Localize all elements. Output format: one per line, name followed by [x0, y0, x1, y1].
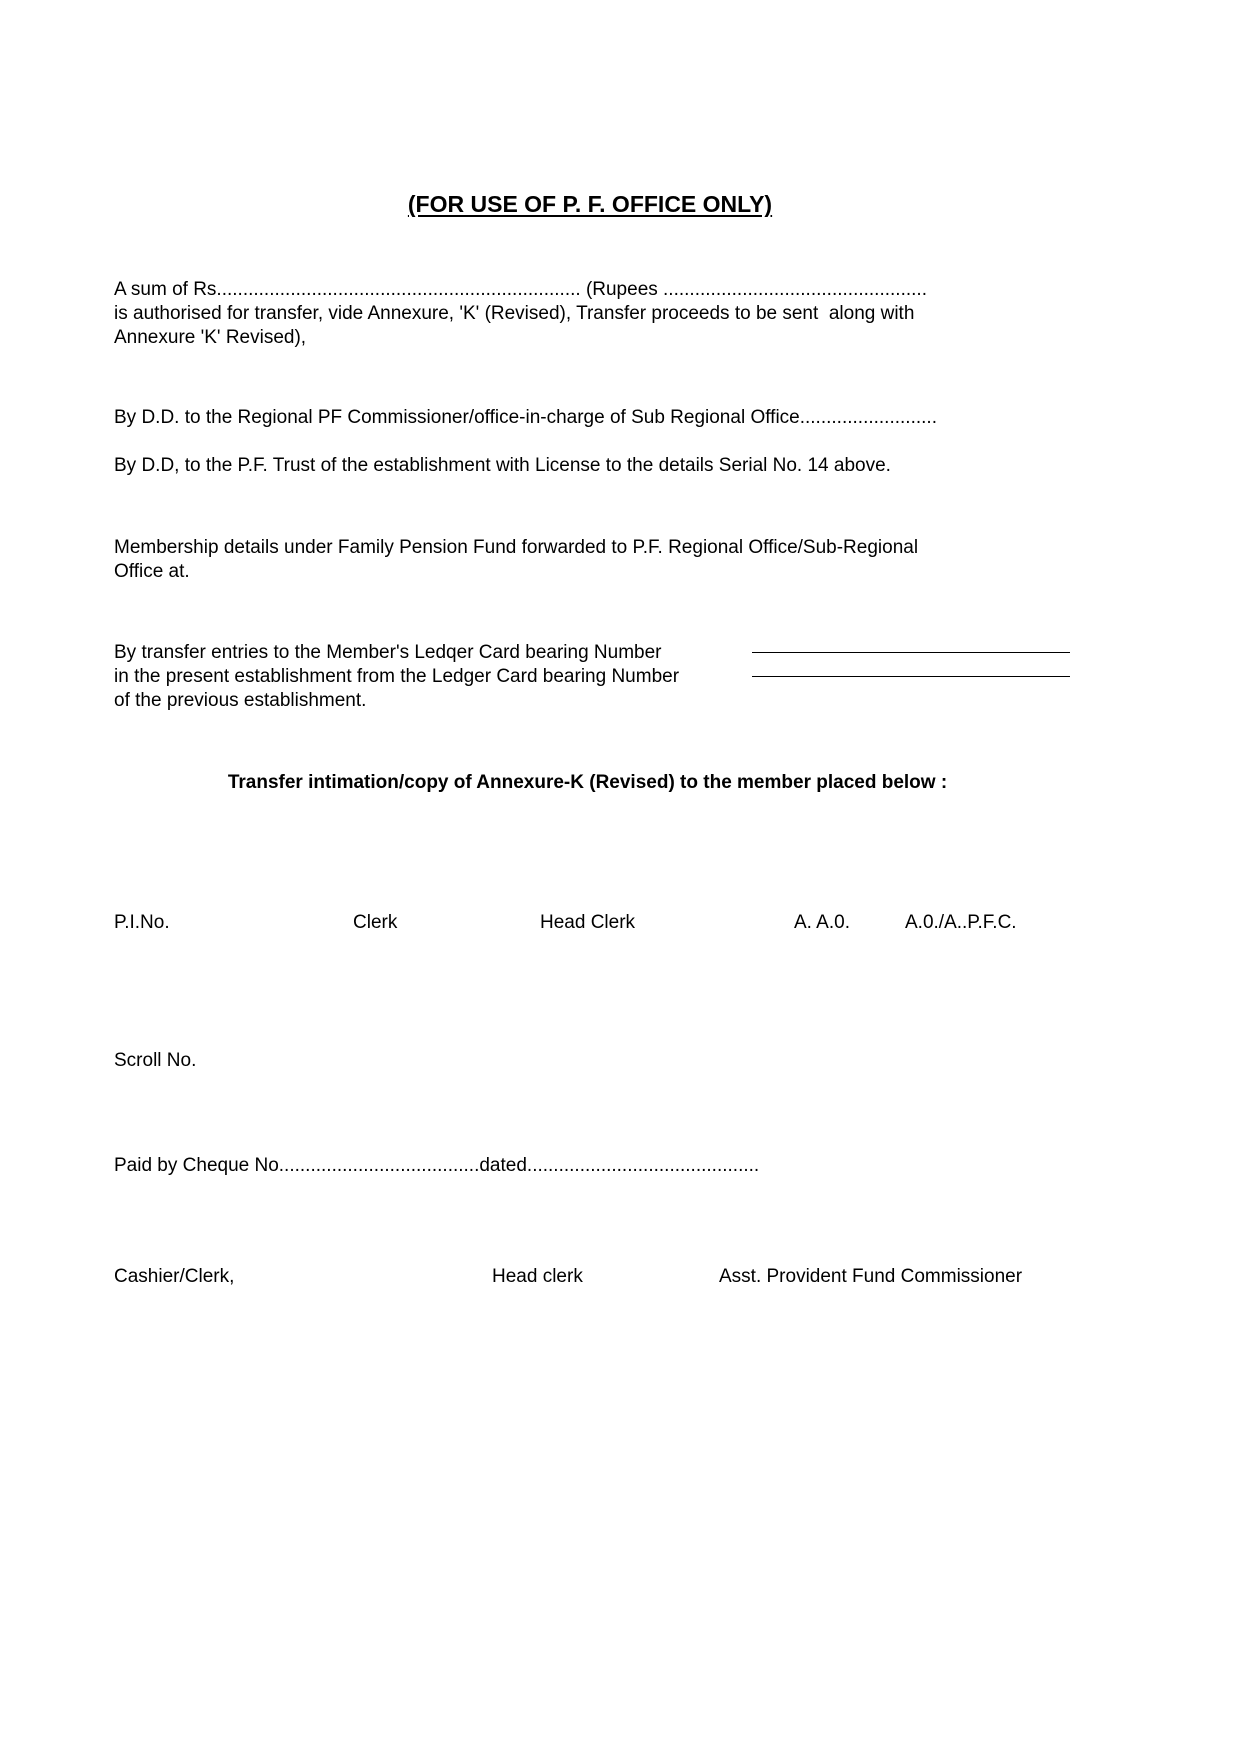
pi-no-label: P.I.No. [114, 912, 170, 933]
scroll-no-label: Scroll No. [114, 1050, 197, 1071]
membership-line-1: Membership details under Family Pension Fund forwarded to P.F. Regional Office/Sub-Regional [114, 537, 919, 558]
ledger-number-previous-line [752, 676, 1070, 677]
cashier-clerk-label: Cashier/Clerk, [114, 1266, 235, 1287]
ao-apfc-label: A.0./A..P.F.C. [905, 912, 1017, 933]
sum-line-1: A sum of Rs..................................................................... (Rupees .................................................. [114, 279, 927, 300]
ledger-number-present-line [752, 652, 1070, 653]
sum-line-3: Annexure 'K' Revised), [114, 327, 307, 348]
ledger-line-2: in the present establishment from the Ledger Card bearing Number [114, 666, 680, 687]
dd-regional-line: By D.D. to the Regional PF Commissioner/office-in-charge of Sub Regional Office.......................... [114, 407, 937, 428]
dd-trust-line: By D.D, to the P.F. Trust of the establishment with License to the details Serial No. 14 above. [114, 455, 891, 476]
sum-line-2: is authorised for transfer, vide Annexure, 'K' (Revised), Transfer proceeds to be sent along with [114, 303, 915, 324]
intimation-heading: Transfer intimation/copy of Annexure-K (Revised) to the member placed below : [227, 772, 948, 793]
head-clerk-label: Head Clerk [540, 912, 636, 933]
page-title: (FOR USE OF P. F. OFFICE ONLY) [407, 191, 773, 217]
apfc-sign-label: Asst. Provident Fund Commissioner [719, 1266, 1023, 1287]
aao-label: A. A.0. [794, 912, 850, 933]
membership-line-2: Office at. [114, 561, 190, 582]
clerk-label: Clerk [353, 912, 398, 933]
ledger-line-3: of the previous establishment. [114, 690, 367, 711]
paid-by-cheque-line: Paid by Cheque No......................................dated............................................ [114, 1155, 760, 1176]
head-clerk-sign-label: Head clerk [492, 1266, 583, 1287]
ledger-line-1: By transfer entries to the Member's Ledqer Card bearing Number [114, 642, 662, 663]
